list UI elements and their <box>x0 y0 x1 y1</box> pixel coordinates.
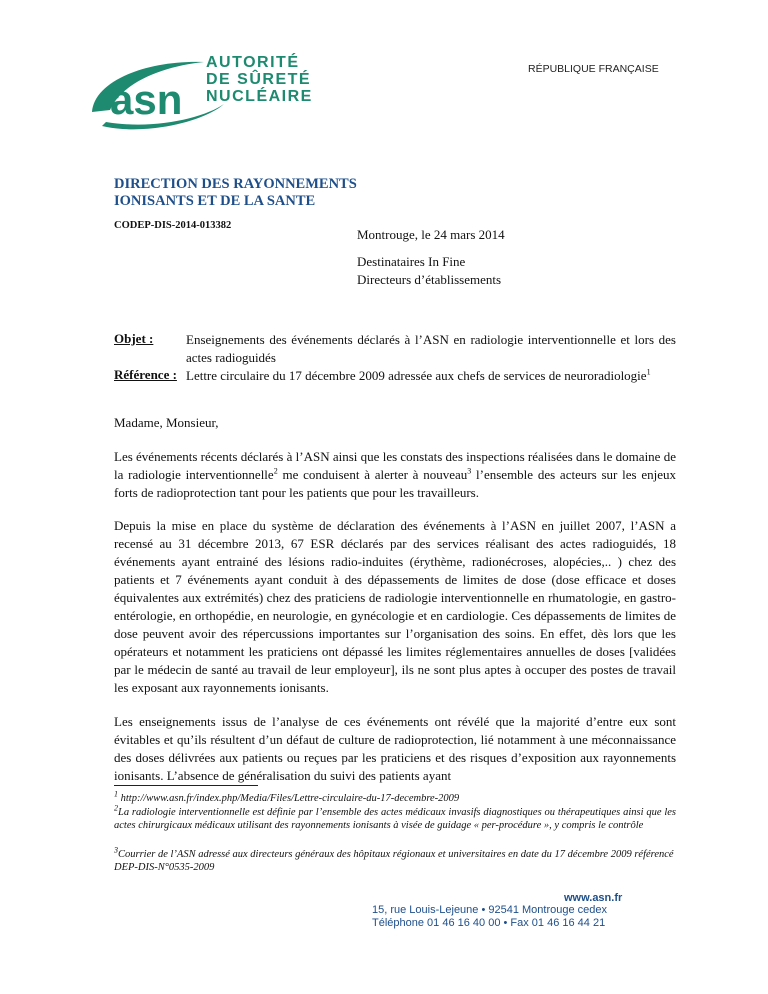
footnote-divider <box>114 785 258 786</box>
footnote-2-number: 2 <box>114 803 118 813</box>
reference-footnote-marker: 1 <box>646 367 651 377</box>
footnote-2-text: La radiologie interventionnelle est définie par l’ensemble des actes médicaux invasifs diagnostiques ou thérapeutiques ainsi que les actes chirurgicaux médicaux utilisant des rayonnements ionisants à visée de guidage « per-procédure », y compris le contrôle <box>114 807 676 831</box>
website-link[interactable]: www.asn.fr <box>564 892 623 904</box>
reference-code: CODEP-DIS-2014-013382 <box>114 220 232 231</box>
recipients-line-2: Directeurs d’établissements <box>357 272 502 287</box>
logo-acronym: asn <box>110 76 183 123</box>
logo-line-autorite: AUTORITÉ <box>206 54 300 71</box>
direction-heading <box>114 176 357 210</box>
direction-line-1: DIRECTION DES RAYONNEMENTS <box>114 176 357 192</box>
paragraph-1-part-c: l’ensemble des acteurs sur les enjeux forts de radioprotection tant pour les patients que pour les travailleurs. <box>114 467 676 500</box>
asn-logo <box>84 52 314 136</box>
direction-line-2: IONISANTS ET DE LA SANTE <box>114 193 316 209</box>
footnote-3 <box>114 845 676 874</box>
footnote-1-link[interactable]: http://www.asn.fr/index.php/Media/Files/Lettre-circulaire-du-17-decembre-2009 <box>120 793 460 804</box>
salutation: Madame, Monsieur, <box>114 415 219 430</box>
footnote-1 <box>114 789 676 805</box>
footnote-marker-2: 2 <box>273 466 278 476</box>
footnote-marker-3: 3 <box>467 466 472 476</box>
republique-francaise: RÉPUBLIQUE FRANÇAISE <box>528 63 659 75</box>
footer-phone: Téléphone 01 46 16 40 00 • Fax 01 46 16 44 21 <box>372 917 606 929</box>
objet-label: Objet : <box>114 331 154 346</box>
paragraph-1-part-b: me conduisent à alerter à nouveau <box>277 467 468 482</box>
letter-date: Montrouge, le 24 mars 2014 <box>357 227 505 242</box>
recipients-line-1: Destinataires In Fine <box>357 254 466 269</box>
paragraph-1 <box>114 448 676 502</box>
footnote-2 <box>114 803 676 832</box>
logo-line-surete: DE SÛRETÉ <box>206 71 312 88</box>
footnote-3-text: Courrier de l’ASN adressé aux directeurs généraux des hôpitaux régionaux et universitaires en date du 17 décembre 2009 référencé DEP-DIS-N°0535-2009 <box>114 849 674 873</box>
paragraph-1-part-a: Les événements récents déclarés à l’ASN ainsi que les constats des inspections réalisées dans le domaine de la radiologie interventionnelle <box>114 449 676 482</box>
reference-text <box>186 367 676 385</box>
footnote-1-number: 1 <box>114 789 118 799</box>
paragraph-2: Depuis la mise en place du système de déclaration des événements à l’ASN en juillet 2007, l’ASN a recensé au 31 décembre 2013, 67 ESR déclarés par des services réalisant des actes radioguidés, 18 événements ayant entrainé des lésions radio-induites (érythème, radionécroses, alopécies,.. ) chez des patients et 7 événements ayant conduit à des dépassements de limites de dose (dose efficace et doses équivalentes aux extrémités) chez des praticiens de radiologie interventionnelle en rhumatologie, en gastro-entérologie, en orthopédie, en neurologie, en gynécologie et en cardiologie. Ces dépassements de limites de dose peuvent avoir des répercussions importantes sur l’organisation des soins. En effet, dès lors que les opérateurs et notamment les praticiens ont dépassé les limites réglementaires annuelles de doses [validées par le médecin de santé au travail de leur employeur], ils ne sont plus aptes à occuper des postes de travail les exposant aux rayonnements ionisants. <box>114 518 676 695</box>
logo-line-nucleaire: NUCLÉAIRE <box>206 88 313 105</box>
reference-label: Référence : <box>114 367 177 382</box>
reference-text-body: Lettre circulaire du 17 décembre 2009 adressée aux chefs de services de neuroradiologie <box>186 368 647 383</box>
footer-address: 15, rue Louis-Lejeune • 92541 Montrouge cedex <box>372 904 608 916</box>
paragraph-3: Les enseignements issus de l’analyse de ces événements ont révélé que la majorité d’entre eux sont évitables et qu’ils résultent d’un défaut de culture de radioprotection, lié notamment à une méconnaissance des doses délivrées aux patients ou reçues par les praticiens et des risques d’exposition aux rayonnements ionisants. L’absence de généralisation du suivi des patients ayant <box>114 714 676 783</box>
objet-text: Enseignements des événements déclarés à l’ASN en radiologie interventionnelle et lors des actes radioguidés <box>186 332 676 365</box>
footnote-3-number: 3 <box>114 845 118 855</box>
